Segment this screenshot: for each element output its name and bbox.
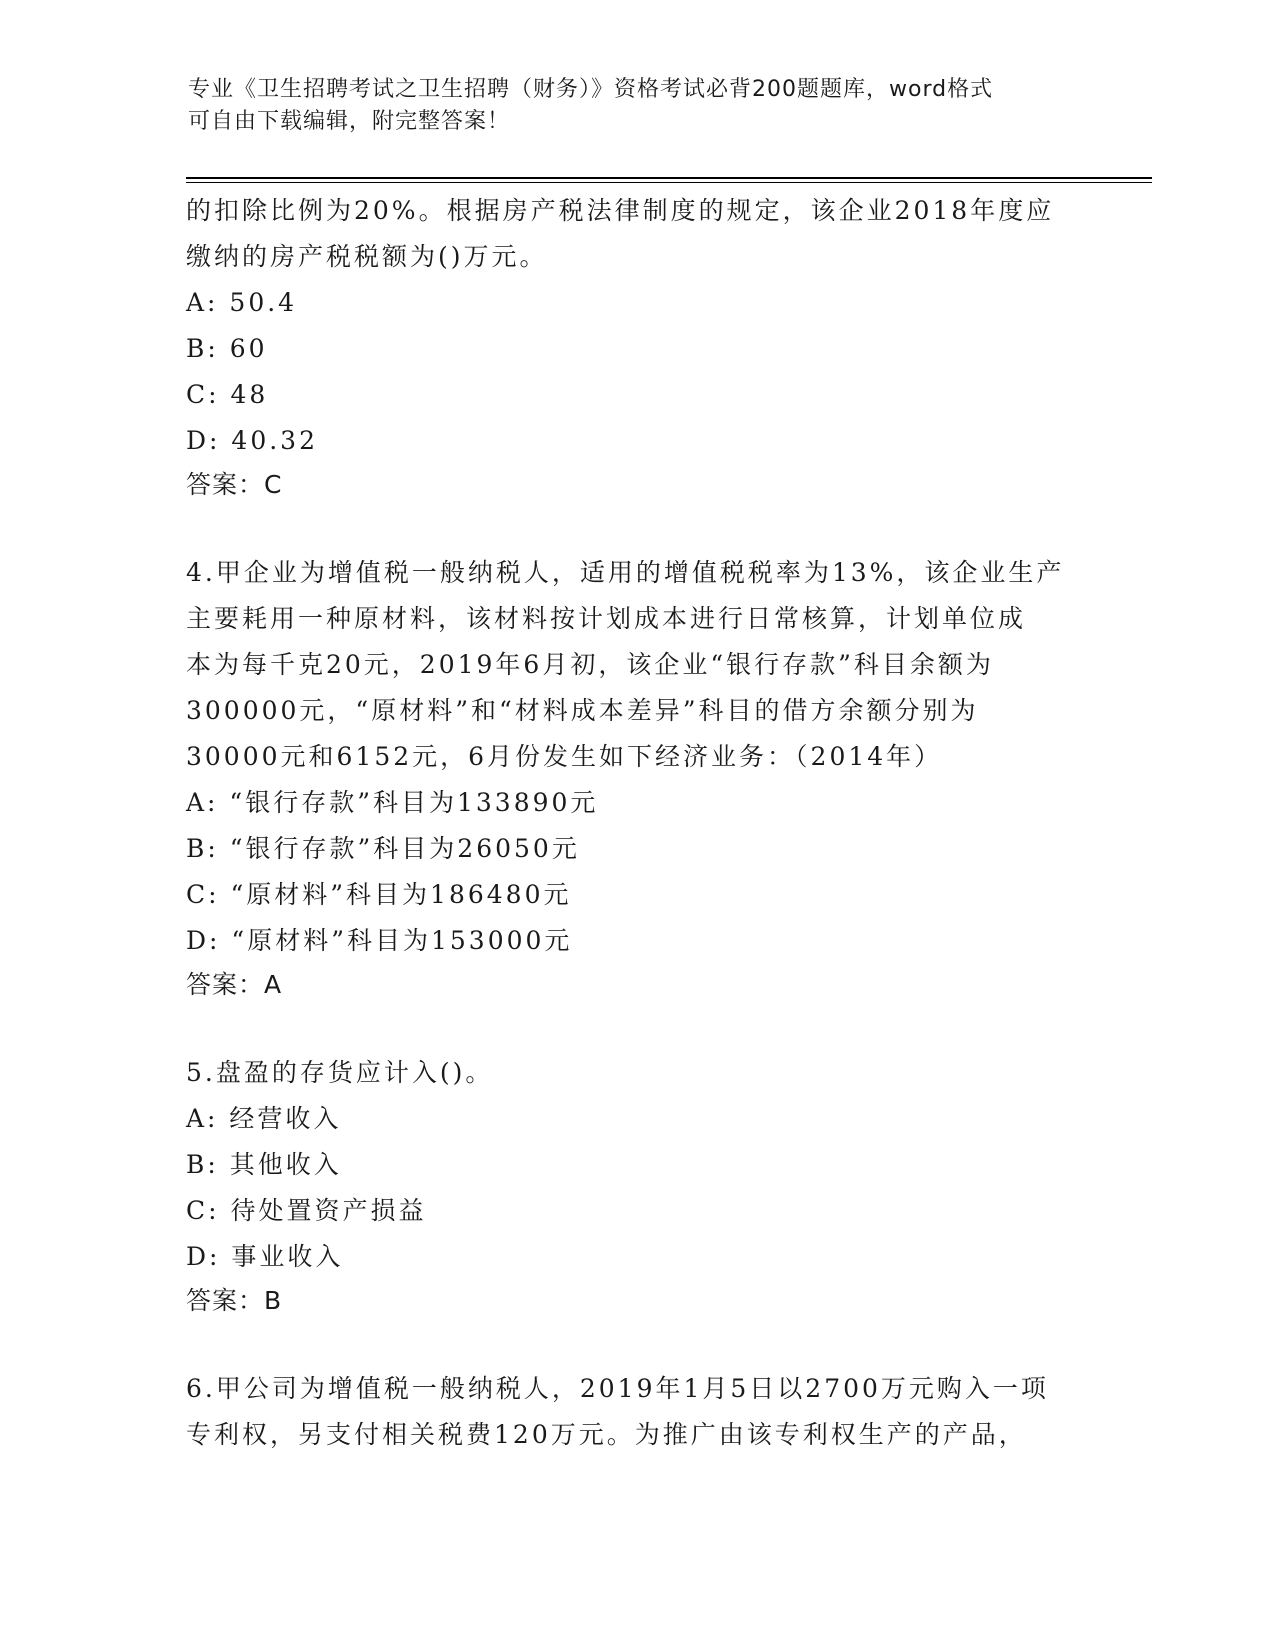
answer-label: 答案：C [186, 470, 283, 499]
header-line-1: 专业《卫生招聘考试之卫生招聘（财务）》资格考试必背200题题库，word格式 [188, 77, 994, 102]
question-text-line: 专利权，另支付相关税费120万元。为推广由该专利权生产的产品， [186, 1420, 1027, 1449]
option-c: C: 48 [186, 380, 269, 409]
option-a: A: “银行存款”科目为133890元 [186, 788, 599, 817]
question-6 [186, 1366, 1086, 1458]
header-line-2: 可自由下载编辑，附完整答案！ [188, 109, 511, 134]
question-text-line: 的扣除比例为20%。根据房产税法律制度的规定，该企业2018年度应 [186, 196, 1055, 225]
option-b: B: 其他收入 [186, 1150, 342, 1179]
answer-label: 答案：B [186, 1286, 283, 1315]
question-text-line: 5.盘盈的存货应计入()。 [186, 1058, 494, 1087]
option-c: C: “原材料”科目为186480元 [186, 880, 572, 909]
header-divider [186, 177, 1152, 183]
question-5 [186, 1050, 1086, 1322]
option-b: B: “银行存款”科目为26050元 [186, 834, 580, 863]
question-text-line: 300000元，“原材料”和“材料成本差异”科目的借方余额分别为 [186, 696, 979, 725]
option-d: D: 40.32 [186, 426, 318, 455]
question-3-continuation [186, 188, 1086, 506]
option-d: D: 事业收入 [186, 1242, 344, 1271]
option-a: A: 经营收入 [186, 1104, 342, 1133]
question-text-line: 30000元和6152元，6月份发生如下经济业务：（2014年） [186, 742, 943, 771]
question-text-line: 6.甲公司为增值税一般纳税人，2019年1月5日以2700万元购入一项 [186, 1374, 1049, 1403]
question-text-line: 缴纳的房产税税额为()万元。 [186, 242, 548, 271]
question-text-line: 本为每千克20元，2019年6月初，该企业“银行存款”科目余额为 [186, 650, 994, 679]
option-b: B: 60 [186, 334, 268, 363]
option-d: D: “原材料”科目为153000元 [186, 926, 573, 955]
question-text-line: 4.甲企业为增值税一般纳税人，适用的增值税税率为13%，该企业生产 [186, 558, 1065, 587]
answer-label: 答案：A [186, 970, 283, 999]
question-text-line: 主要耗用一种原材料，该材料按计划成本进行日常核算，计划单位成 [186, 604, 1027, 633]
option-a: A: 50.4 [186, 288, 298, 317]
option-c: C: 待处置资产损益 [186, 1196, 427, 1225]
question-4 [186, 550, 1086, 1006]
document-header [188, 74, 1088, 138]
document-body [186, 188, 1086, 1458]
